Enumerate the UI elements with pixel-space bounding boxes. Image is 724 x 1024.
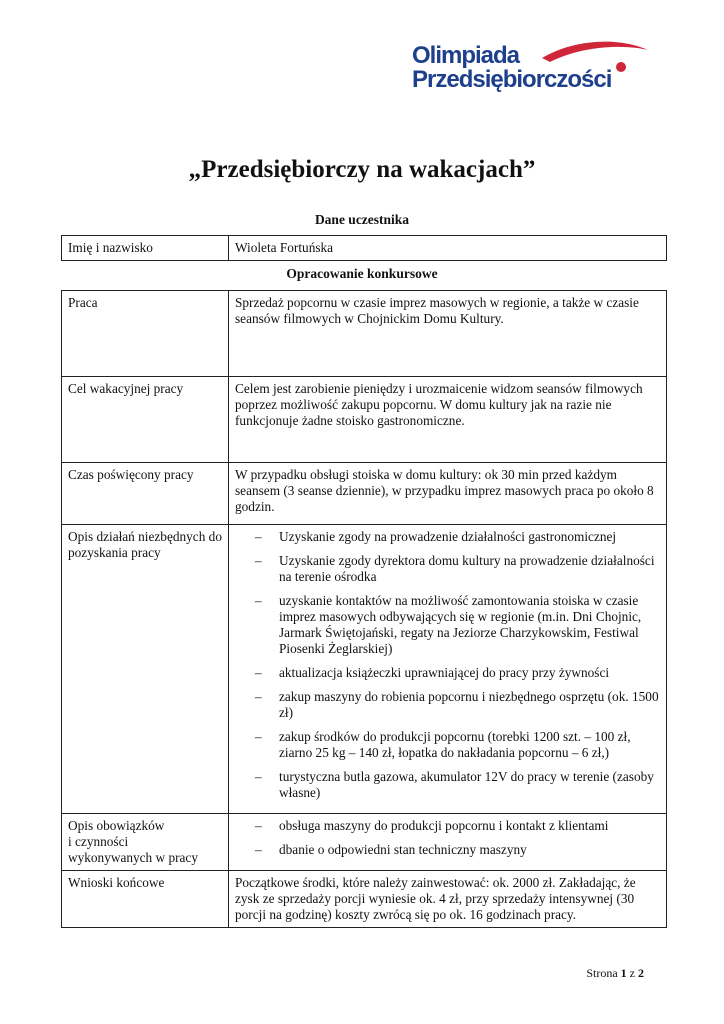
list-item-text: turystyczna butla gazowa, akumulator 12V do pracy w terenie (zasoby własne) — [279, 769, 654, 800]
dash-bullet: – — [255, 665, 262, 680]
list-item-text: dbanie o odpowiedni stan techniczny maszyny — [279, 842, 527, 857]
row-label: Praca — [62, 291, 229, 377]
document-title: „Przedsiębiorczy na wakacjach” — [188, 156, 536, 183]
list-item — [235, 842, 660, 858]
name-label: Imię i nazwisko — [62, 236, 229, 261]
list-item-text: Uzyskanie zgody dyrektora domu kultury na prowadzenie działalności na terenie ośrodka — [279, 553, 655, 584]
row-label: Opis działań niezbędnych do pozyskania pracy — [62, 525, 229, 814]
dash-bullet: – — [255, 818, 262, 833]
dash-bullet: – — [255, 842, 262, 857]
row-text: Sprzedaż popcornu w czasie imprez masowych w regionie, a także w czasie seansów filmowych w Chojnickim Domu Kultury. — [229, 291, 667, 377]
logo-line-2: Przedsiębiorczości — [412, 66, 612, 93]
list-item — [235, 689, 660, 721]
dash-bullet: – — [255, 689, 262, 704]
list-item-text: Uzyskanie zgody na prowadzenie działalności gastronomicznej — [279, 529, 617, 544]
row-list-cell — [229, 814, 667, 871]
dash-bullet: – — [255, 769, 262, 784]
table-row — [62, 377, 667, 463]
table-row — [62, 236, 667, 261]
row-label-line: wykonywanych w pracy — [68, 850, 198, 865]
work-heading: Opracowanie konkursowe — [286, 266, 438, 281]
dash-bullet: – — [255, 729, 262, 744]
table-row — [62, 871, 667, 928]
list-item — [235, 665, 660, 681]
footer-prefix: Strona — [586, 966, 618, 980]
dash-bullet: – — [255, 529, 262, 544]
footer-sep: z — [629, 966, 635, 980]
participant-table — [61, 235, 667, 261]
row-label-line: i czynności — [68, 834, 129, 849]
list-item — [235, 818, 660, 834]
row-label — [62, 814, 229, 871]
table-row — [62, 525, 667, 814]
row-label: Czas poświęcony pracy — [62, 463, 229, 525]
list-item — [235, 553, 660, 585]
table-row — [62, 463, 667, 525]
list-item-text: zakup maszyny do robienia popcornu i niezbędnego osprzętu (ok. 1500 zł) — [279, 689, 659, 720]
bullet-list — [235, 818, 660, 858]
list-item — [235, 769, 660, 801]
table-row — [62, 291, 667, 377]
page-footer — [586, 966, 644, 981]
row-text: Początkowe środki, które należy zainwestować: ok. 2000 zł. Zakładając, że zysk ze sprzedaży porcji wyniesie ok. 4 zł, przy sprzedaży intensywnej (30 porcji na godzinę) koszty zwrócą się po ok. 16 godzinach pracy. — [229, 871, 667, 928]
row-label: Cel wakacyjnej pracy — [62, 377, 229, 463]
row-text: W przypadku obsługi stoiska w domu kultury: ok 30 min przed każdym seansem (3 seanse dziennie), w przypadku imprez masowych praca po około 8 godzin. — [229, 463, 667, 525]
list-item-text: zakup środków do produkcji popcornu (torebki 1200 szt. – 100 zł, ziarno 25 kg – 140 zł, łopatka do nakładania popcornu – 6 zł,) — [279, 729, 631, 760]
row-list-cell — [229, 525, 667, 814]
list-item-text: obsługa maszyny do produkcji popcornu i kontakt z klientami — [279, 818, 609, 833]
table-row — [62, 814, 667, 871]
participant-heading: Dane uczestnika — [314, 212, 410, 227]
list-item — [235, 529, 660, 545]
row-label-line: Opis obowiązków — [68, 818, 165, 833]
list-item-text: aktualizacja książeczki uprawniającej do pracy przy żywności — [279, 665, 610, 680]
logo-line-1: Olimpiada — [412, 42, 520, 69]
row-text: Celem jest zarobienie pieniędzy i urozmaicenie widzom seansów filmowych poprzez możliwość zakupu popcornu. W domu kultury jak na razie nie funkcjonuje żadne stoisko gastronomiczne. — [229, 377, 667, 463]
row-label: Wnioski końcowe — [62, 871, 229, 928]
list-item — [235, 729, 660, 761]
work-table — [61, 290, 667, 928]
footer-total-pages: 2 — [638, 966, 644, 980]
name-value: Wioleta Fortuńska — [229, 236, 667, 261]
dash-bullet: – — [255, 553, 262, 568]
footer-current-page: 1 — [620, 966, 627, 980]
list-item — [235, 593, 660, 657]
bullet-list — [235, 529, 660, 801]
list-item-text: uzyskanie kontaktów na możliwość zamontowania stoiska w czasie imprez masowych odbywających się w regionie (m.in. Dni Chojnic, Jarmark Świętojański, regaty na Jeziorze Charzykowskim, Festiwal Piosenki Żeglarskiej) — [279, 593, 642, 656]
dash-bullet: – — [255, 593, 262, 608]
olimpiada-logo — [412, 36, 652, 98]
